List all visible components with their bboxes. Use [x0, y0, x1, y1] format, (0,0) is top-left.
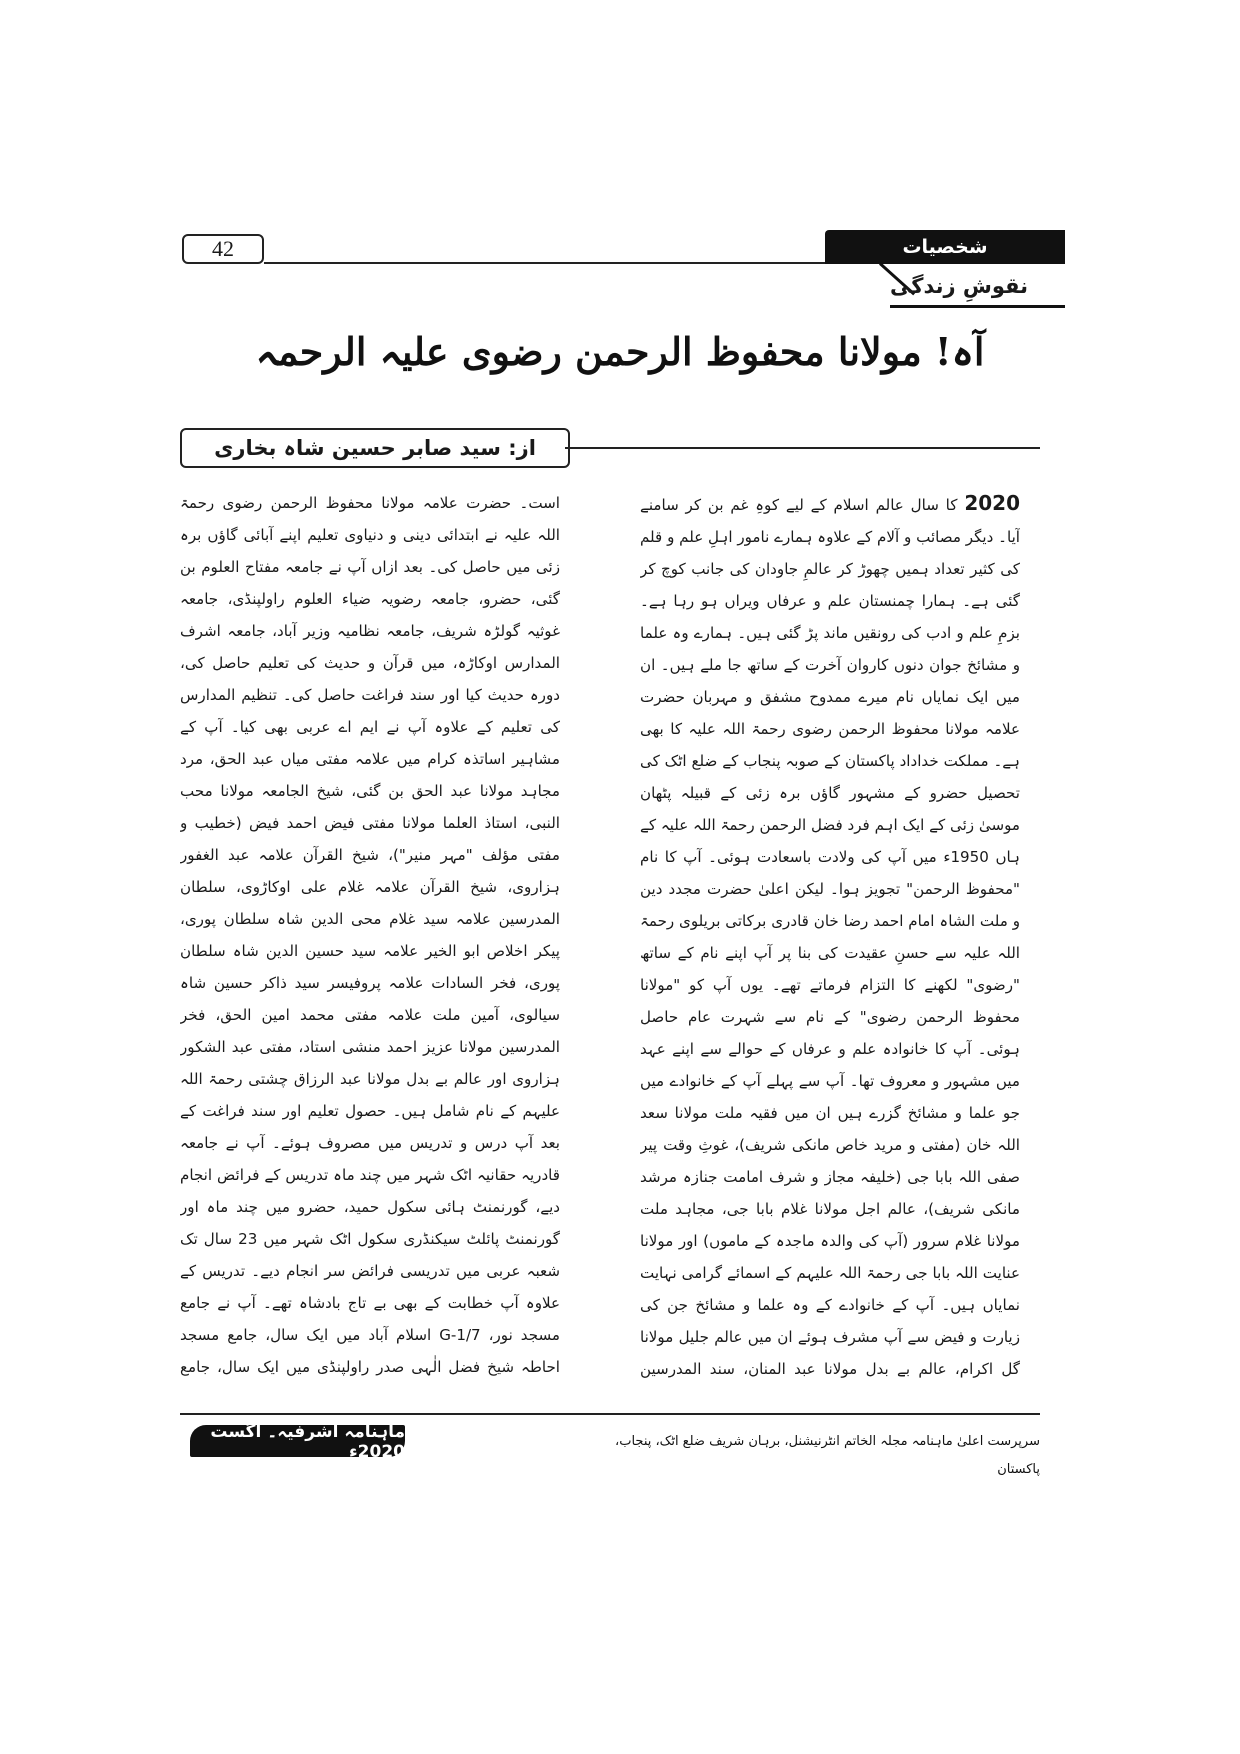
footer-issue-badge: ماہنامہ اشرفیہ۔ اگست 2020ء — [190, 1425, 405, 1457]
article-column-right-text: کا سال عالم اسلام کے لیے کوہِ غم بن کر سامنے آیا۔ دیگر مصائب و آلام کے علاوہ ہمارے نامور اہلِ علم و قلم کی کثیر تعداد ہمیں چھوڑ کر عالمِ جاودان کی جانب کوچ کر گئی ہے۔ ہمارا چمنستان علم و عرفاں ویراں ہو رہا ہے۔ بزمِ علم و ادب کی رونقیں ماند پڑ گئی ہیں۔ ہمارے وہ علما و مشائخ جوان دنوں کاروان آخرت کے ساتھ جا ملے ہیں۔ ان میں ایک نمایاں نام میرے ممدوح مشفق و مہربان حضرت علامہ مولانا محفوظ الرحمن رضوی رحمۃ اللہ علیہ کا بھی ہے۔ مملکت خداداد پاکستان کے صوبہ پنجاب کے ضلع اٹک کی تحصیل حضرو کے مشہور گاؤں برہ زئی کے قبیلہ پٹھان موسیٰ زئی کے ایک اہم فرد فضل الرحمن رحمۃ اللہ علیہ کے ہاں 1950ء میں آپ کی ولادت باسعادت ہوئی۔ آپ کا نام "محفوظ الرحمن" تجویز ہوا۔ لیکن اعلیٰ حضرت مجدد دین و ملت الشاہ امام احمد رضا خان قادری برکاتی بریلوی رحمۃ اللہ علیہ سے حسنِ عقیدت کی بنا پر آپ اپنے نام کے ساتھ "رضوی" لکھنے کا التزام فرماتے تھے۔ یوں آپ کو "مولانا محفوظ الرحمن رضوی" کے نام سے شہرت عام حاصل ہوئی۔ آپ کا خانوادہ علم و عرفاں کے حوالے سے اپنے عہد میں مشہور و معروف تھا۔ آپ سے پہلے آپ کے خانوادے میں جو علما و مشائخ گزرے ہیں ان میں فقیہ ملت مولانا سعد اللہ خان (مفتی و مرید خاص مانکی شریف)، غوثِ وقت پیر صفی اللہ بابا جی (خلیفہ مجاز و شرف امامت جنازہ مرشد مانکی شریف)، عالم اجل مولانا غلام بابا جی، مجاہد ملت مولانا غلام سرور (آپ کی والدہ ماجدہ کے ماموں) اور مولانا عنایت اللہ بابا جی رحمۃ اللہ علیہم کے اسمائے گرامی نہایت نمایاں ہیں۔ آپ کے خانوادے کے وہ علما و مشائخ جن کی زیارت و فیض سے آپ مشرف ہوئے ان میں عالم جلیل مولانا گل اکرام، عالم بے بدل مولانا عبد المنان، سند المدرسین — [640, 496, 1020, 1378]
article-column-left-text: است۔ حضرت علامہ مولانا محفوظ الرحمن رضوی رحمۃ اللہ علیہ نے ابتدائی دینی و دنیاوی تعلیم اپنے آبائی گاؤں برہ زئی میں حاصل کی۔ بعد ازاں آپ نے جامعہ مفتاح العلوم بن گئی، حضرو، جامعہ رضویہ ضیاء العلوم راولپنڈی، جامعہ غوثیہ گولڑہ شریف، جامعہ نظامیہ وزیر آباد، جامعہ اشرف المدارس اوکاڑہ، میں قرآن و حدیث کی تعلیم حاصل کی، دورہ حدیث کیا اور سند فراغت حاصل کی۔ تنظیم المدارس کی تعلیم کے علاوہ آپ نے ایم اے عربی بھی کیا۔ آپ کے مشاہیر اساتذہ کرام میں علامہ مفتی میاں عبد الحق، مرد مجاہد مولانا عبد الحق بن گئی، شیخ الجامعہ مولانا محب النبی، استاذ العلما مولانا مفتی فیض احمد فیض (خطیب و مفتی مؤلف "مہر منیر")، شیخ القرآن علامہ عبد الغفور ہزاروی، شیخ القرآن علامہ غلام علی اوکاڑوی، سلطان المدرسین علامہ سید غلام محی الدین شاہ سلطان پوری، پیکر اخلاص ابو الخیر علامہ سید حسین الدین شاہ سلطان پوری، فخر السادات علامہ پروفیسر سید ذاکر حسین شاہ سیالوی، آمین ملت علامہ مفتی محمد امین الحق، فخر المدرسین مولانا عزیز احمد منشی استاد، مفتی عبد الشکور ہزاروی اور عالم بے بدل مولانا عبد الرزاق چشتی رحمۃ اللہ علیہم کے نام شامل ہیں۔ حصول تعلیم اور سند فراغت کے بعد آپ درس و تدریس میں مصروف ہوئے۔ آپ نے جامعہ قادریہ حقانیہ اٹک شہر میں چند ماہ تدریس کے فرائض انجام دیے، گورنمنٹ ہائی سکول حمید، حضرو میں چند ماہ اور گورنمنٹ پائلٹ سیکنڈری سکول اٹک شہر میں 23 سال تک شعبہ عربی میں تدریسی فرائض سر انجام دیے۔ تدریس کے علاوہ آپ خطابت کے بھی بے تاج بادشاہ تھے۔ آپ نے جامع مسجد نور، G-1/7 اسلام آباد میں ایک سال، جامع مسجد احاطہ شیخ فضل الٰہی صدر راولپنڈی میں ایک سال، جامع — [180, 494, 560, 1376]
page-number: 42 — [182, 234, 264, 264]
article-title: آہ! مولانا محفوظ الرحمن رضوی علیہ الرحمہ — [255, 329, 985, 374]
header-rule — [264, 262, 834, 264]
column-gutter — [600, 487, 601, 1387]
section-tab: شخصیات — [825, 230, 1065, 264]
article-column-left — [180, 487, 560, 1387]
author-byline: از: سید صابر حسین شاہ بخاری — [180, 428, 570, 468]
footer-rule — [180, 1413, 1040, 1415]
author-rule — [565, 447, 1040, 449]
subsection-label: نقوشِ زندگی — [890, 266, 1065, 308]
year-highlight: 2020 — [964, 491, 1020, 515]
footer-credit: سرپرست اعلیٰ ماہنامہ مجلہ الخاتم انٹرنیشنل، برہان شریف ضلع اٹک، پنجاب، پاکستان — [615, 1434, 1040, 1477]
article-column-right — [640, 487, 1020, 1387]
